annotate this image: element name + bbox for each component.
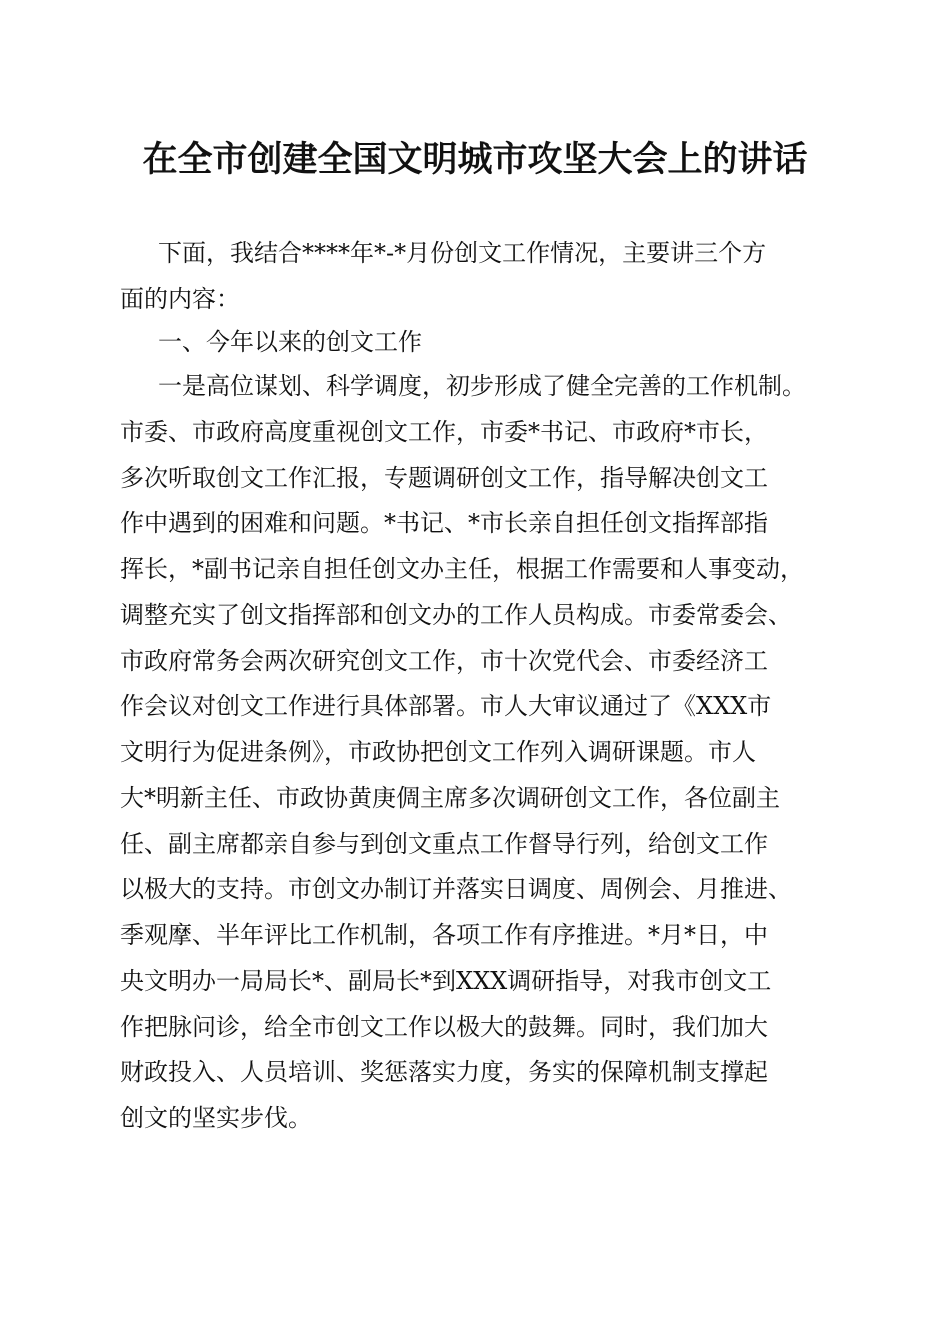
body-line-1: 一是高位谋划、科学调度，初步形成了健全完善的工作机制。 <box>158 372 806 400</box>
intro-line-1: 下面，我结合****年*-*月份创文工作情况，主要讲三个方 <box>158 239 767 267</box>
body-line-5: 挥长，*副书记亲自担任创文办主任，根据工作需要和人事变动， <box>120 555 804 583</box>
body-line-6: 调整充实了创文指挥部和创文办的工作人员构成。市委常委会、 <box>120 601 792 629</box>
body-line-13: 季观摩、半年评比工作机制，各项工作有序推进。*月*日，中 <box>120 921 768 949</box>
body-line-12: 以极大的支持。市创文办制订并落实日调度、周例会、月推进、 <box>120 875 792 903</box>
body-line-3: 多次听取创文工作汇报，专题调研创文工作，指导解决创文工 <box>120 464 768 492</box>
document-title: 在全市创建全国文明城市攻坚大会上的讲话 <box>142 139 808 180</box>
body-line-2: 市委、市政府高度重视创文工作，市委*书记、市政府*市长， <box>120 418 768 446</box>
body-line-16: 财政投入、人员培训、奖惩落实力度，务实的保障机制支撑起 <box>120 1058 768 1086</box>
body-line-15: 作把脉问诊，给全市创文工作以极大的鼓舞。同时，我们加大 <box>120 1013 768 1041</box>
body-line-10: 大*明新主任、市政协黄庚倜主席多次调研创文工作，各位副主 <box>120 784 780 812</box>
body-line-8: 作会议对创文工作进行具体部署。市人大审议通过了《XXX市 <box>120 692 772 720</box>
section-heading: 一、今年以来的创文工作 <box>158 328 422 356</box>
body-line-11: 任、副主席都亲自参与到创文重点工作督导行列，给创文工作 <box>120 830 768 858</box>
body-line-17: 创文的坚实步伐。 <box>120 1104 312 1132</box>
body-line-14: 央文明办一局局长*、副局长*到XXX调研指导，对我市创文工 <box>120 967 772 995</box>
body-line-4: 作中遇到的困难和问题。*书记、*市长亲自担任创文指挥部指 <box>120 509 768 537</box>
body-line-7: 市政府常务会两次研究创文工作，市十次党代会、市委经济工 <box>120 647 768 675</box>
intro-line-2: 面的内容： <box>120 285 240 313</box>
body-line-9: 文明行为促进条例》，市政协把创文工作列入调研课题。市人 <box>120 738 756 766</box>
